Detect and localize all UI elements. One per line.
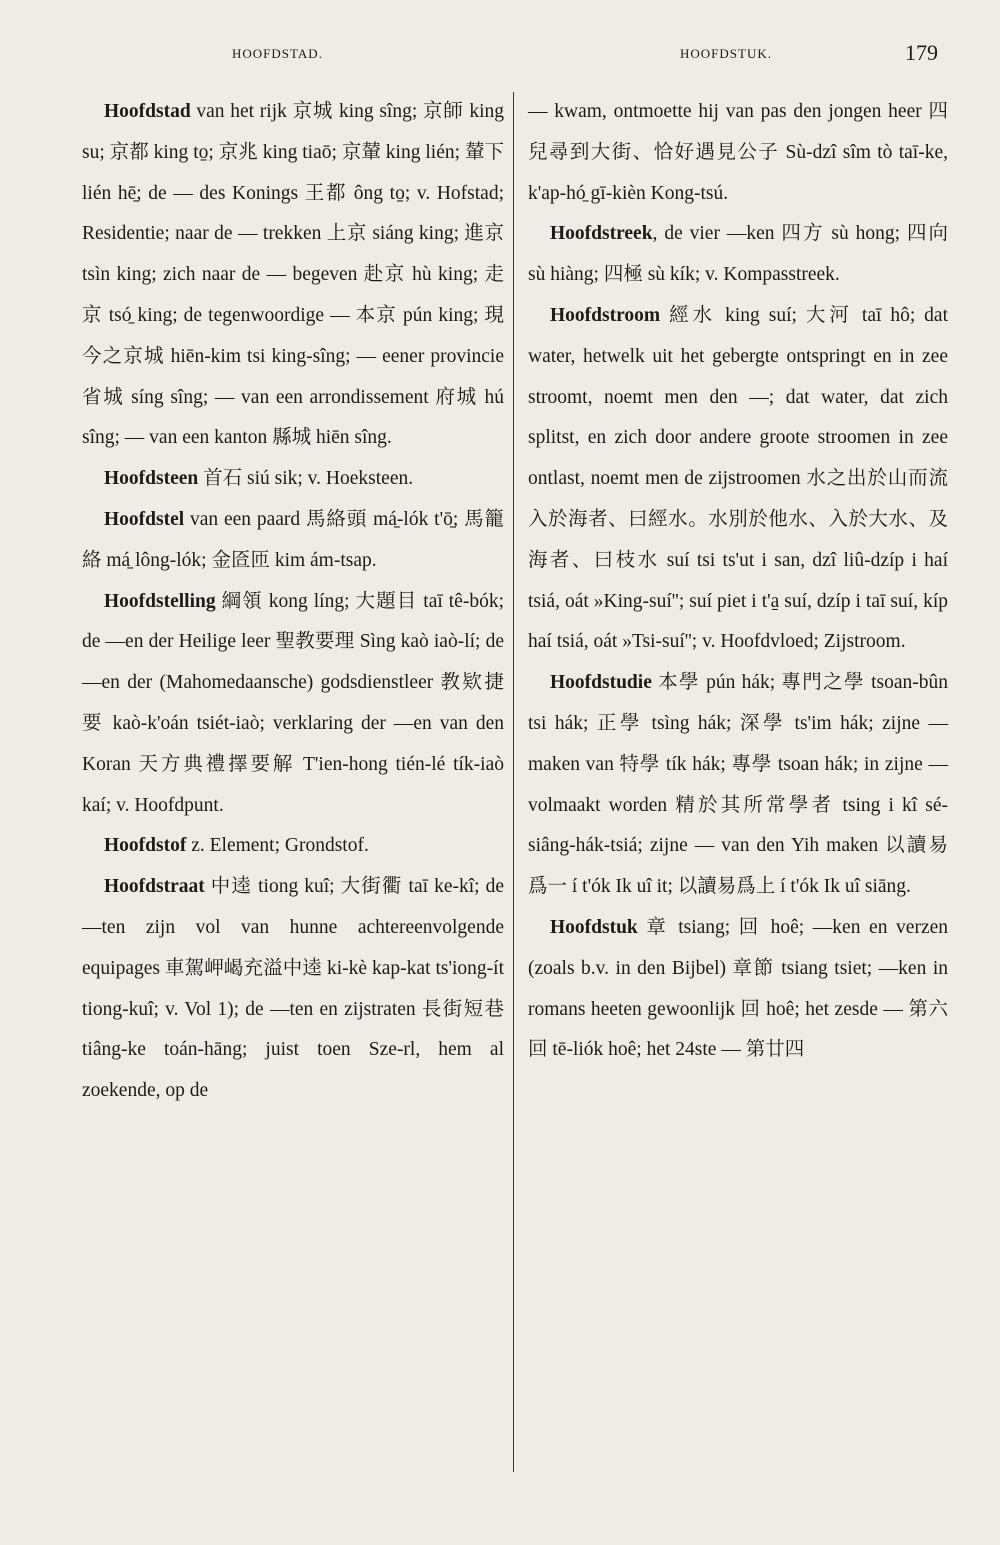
headword: Hoofdstelling xyxy=(104,590,216,612)
column-divider xyxy=(513,92,514,1472)
entry xyxy=(528,663,948,908)
page-number: 179 xyxy=(905,40,938,65)
entry xyxy=(528,296,948,663)
headword: Hoofdstel xyxy=(104,508,185,530)
entry-continuation xyxy=(528,92,948,214)
entry xyxy=(528,908,948,1071)
entry-text: 綱領 kong líng; 大題目 taī tê-bók; de —en der Heilige leer 聖教要理 Sìng kaò iaò-lí; de —en der (Mahomedaansche) godsdienstleer 教欵捷要 kaò-k'oán tsiét-iaò; verklaring der —en van den Koran 天方典禮擇要解 T'ien-hong tién-lé tík-iaò kaí; v. Hoofdpunt. xyxy=(82,590,504,816)
right-column xyxy=(528,92,948,1071)
entry-text: 本學 pún hák; 專門之學 tsoan-bûn tsi hák; 正學 tsìng hák; 深學 ts'im hák; zijne — maken van 特學 tík hák; 專學 tsoan hák; in zijne — volmaakt worden 精於其所常學者 tsing i kî sé-siâng-hák-tsiá; zijne — van den Yih maken 以讀易爲一 í t'ók Ik uî it; 以讀易爲上 í t'ók Ik uî siāng. xyxy=(528,672,949,898)
entry xyxy=(82,582,504,827)
entry-text: 經水 king suí; 大河 taī hô; dat water, hetwelk uit het gebergte ontspringt en in zee stroomt, noemt men den —; dat water, dat zich splitst, en zich door andere groote stroomen in zee ontlast, noemt men de zijstroomen 水之出於山而流入於海者、曰經水。水別於他水、入於大水、及海者、曰枝水 suí tsi ts'ut i san, dzî liû-dzíp i haí tsiá, oát »King-suí''; suí piet i t'a̱ suí, dzíp i taī suí, kíp haí tsiá, oát »Tsi-suí''; v. Hoofdvloed; Zijstroom. xyxy=(528,304,948,653)
entry xyxy=(82,867,504,1112)
headword: Hoofdstraat xyxy=(104,876,205,898)
headword: Hoofdstreek xyxy=(550,223,653,245)
entry xyxy=(528,214,948,296)
headword: Hoofdstudie xyxy=(550,672,652,694)
entry-text: 中逵 tiong kuî; 大街衢 taī ke-kî; de —ten zijn vol van hunne achtereenvolgende equipages 車駕岬嵑充溢中逵 ki-kè kap-kat ts'iong-ít tiong-kuî; v. Vol 1); de —ten en zijstraten 長街短巷 tiâng-ke toán-hāng; juist toen Sze-rl, hem al zoekende, op de xyxy=(82,876,504,1102)
left-column xyxy=(82,92,504,1112)
entry-text: van het rijk 京城 king sîng; 京師 king su; 京都 king to̱; 京兆 king tiaō; 京輦 king lién; 輦下 lién hē̱; de — des Konings 王都 ông to̱; v. Hofstad; Residentie; naar de — trekken 上京 siáng king; 進京 tsìn king; zich naar de — begeven 赴京 hù king; 走京 tsó̱ king; de tegenwoordige — 本京 pún king; 現今之京城 hiēn-kim tsi king-sîng; — eener provincie 省城 síng sîng; — van een arrondissement 府城 hú sîng; — van een kanton 縣城 hiēn sîng. xyxy=(82,101,505,449)
headword: Hoofdstroom xyxy=(550,304,661,326)
headword: Hoofdsteen xyxy=(104,468,199,490)
running-head-right: HOOFDSTUK. xyxy=(680,46,772,61)
running-head-left: HOOFDSTAD. xyxy=(232,46,323,61)
entry-text: 首石 siú sik; v. Hoeksteen. xyxy=(203,468,414,490)
headword: Hoofdstof xyxy=(104,835,187,857)
entry xyxy=(82,500,504,582)
entry-text: 章 tsiang; 回 hoê; —ken en verzen (zoals b.v. in den Bijbel) 章節 tsiang tsiet; —ken in romans heeten gewoonlijk 回 hoê; het zesde — 第六回 tē-liók hoê; het 24ste — 第廿四 xyxy=(528,916,949,1061)
entry-text: — kwam, ontmoette hij van pas den jongen heer 四兒尋到大街、恰好遇見公子 Sù-dzî sîm tò taī-ke, k'ap-hó̱ gī-kièn Kong-tsú. xyxy=(528,101,948,204)
entry xyxy=(82,92,504,459)
entry xyxy=(82,459,504,500)
entry xyxy=(82,826,504,867)
entry-text: van een paard 馬絡頭 má̱-lók t'ō̱; 馬籠絡 má̱ lông-lók; 金匼匝 kim ám-tsap. xyxy=(82,508,505,571)
entry-text: z. Element; Grondstof. xyxy=(191,835,369,857)
headword: Hoofdstad xyxy=(104,101,191,122)
headword: Hoofdstuk xyxy=(550,916,638,938)
entry-text: , de vier —ken 四方 sù hong; 四向 sù hiàng; 四極 sù kík; v. Kompasstreek. xyxy=(528,223,948,286)
